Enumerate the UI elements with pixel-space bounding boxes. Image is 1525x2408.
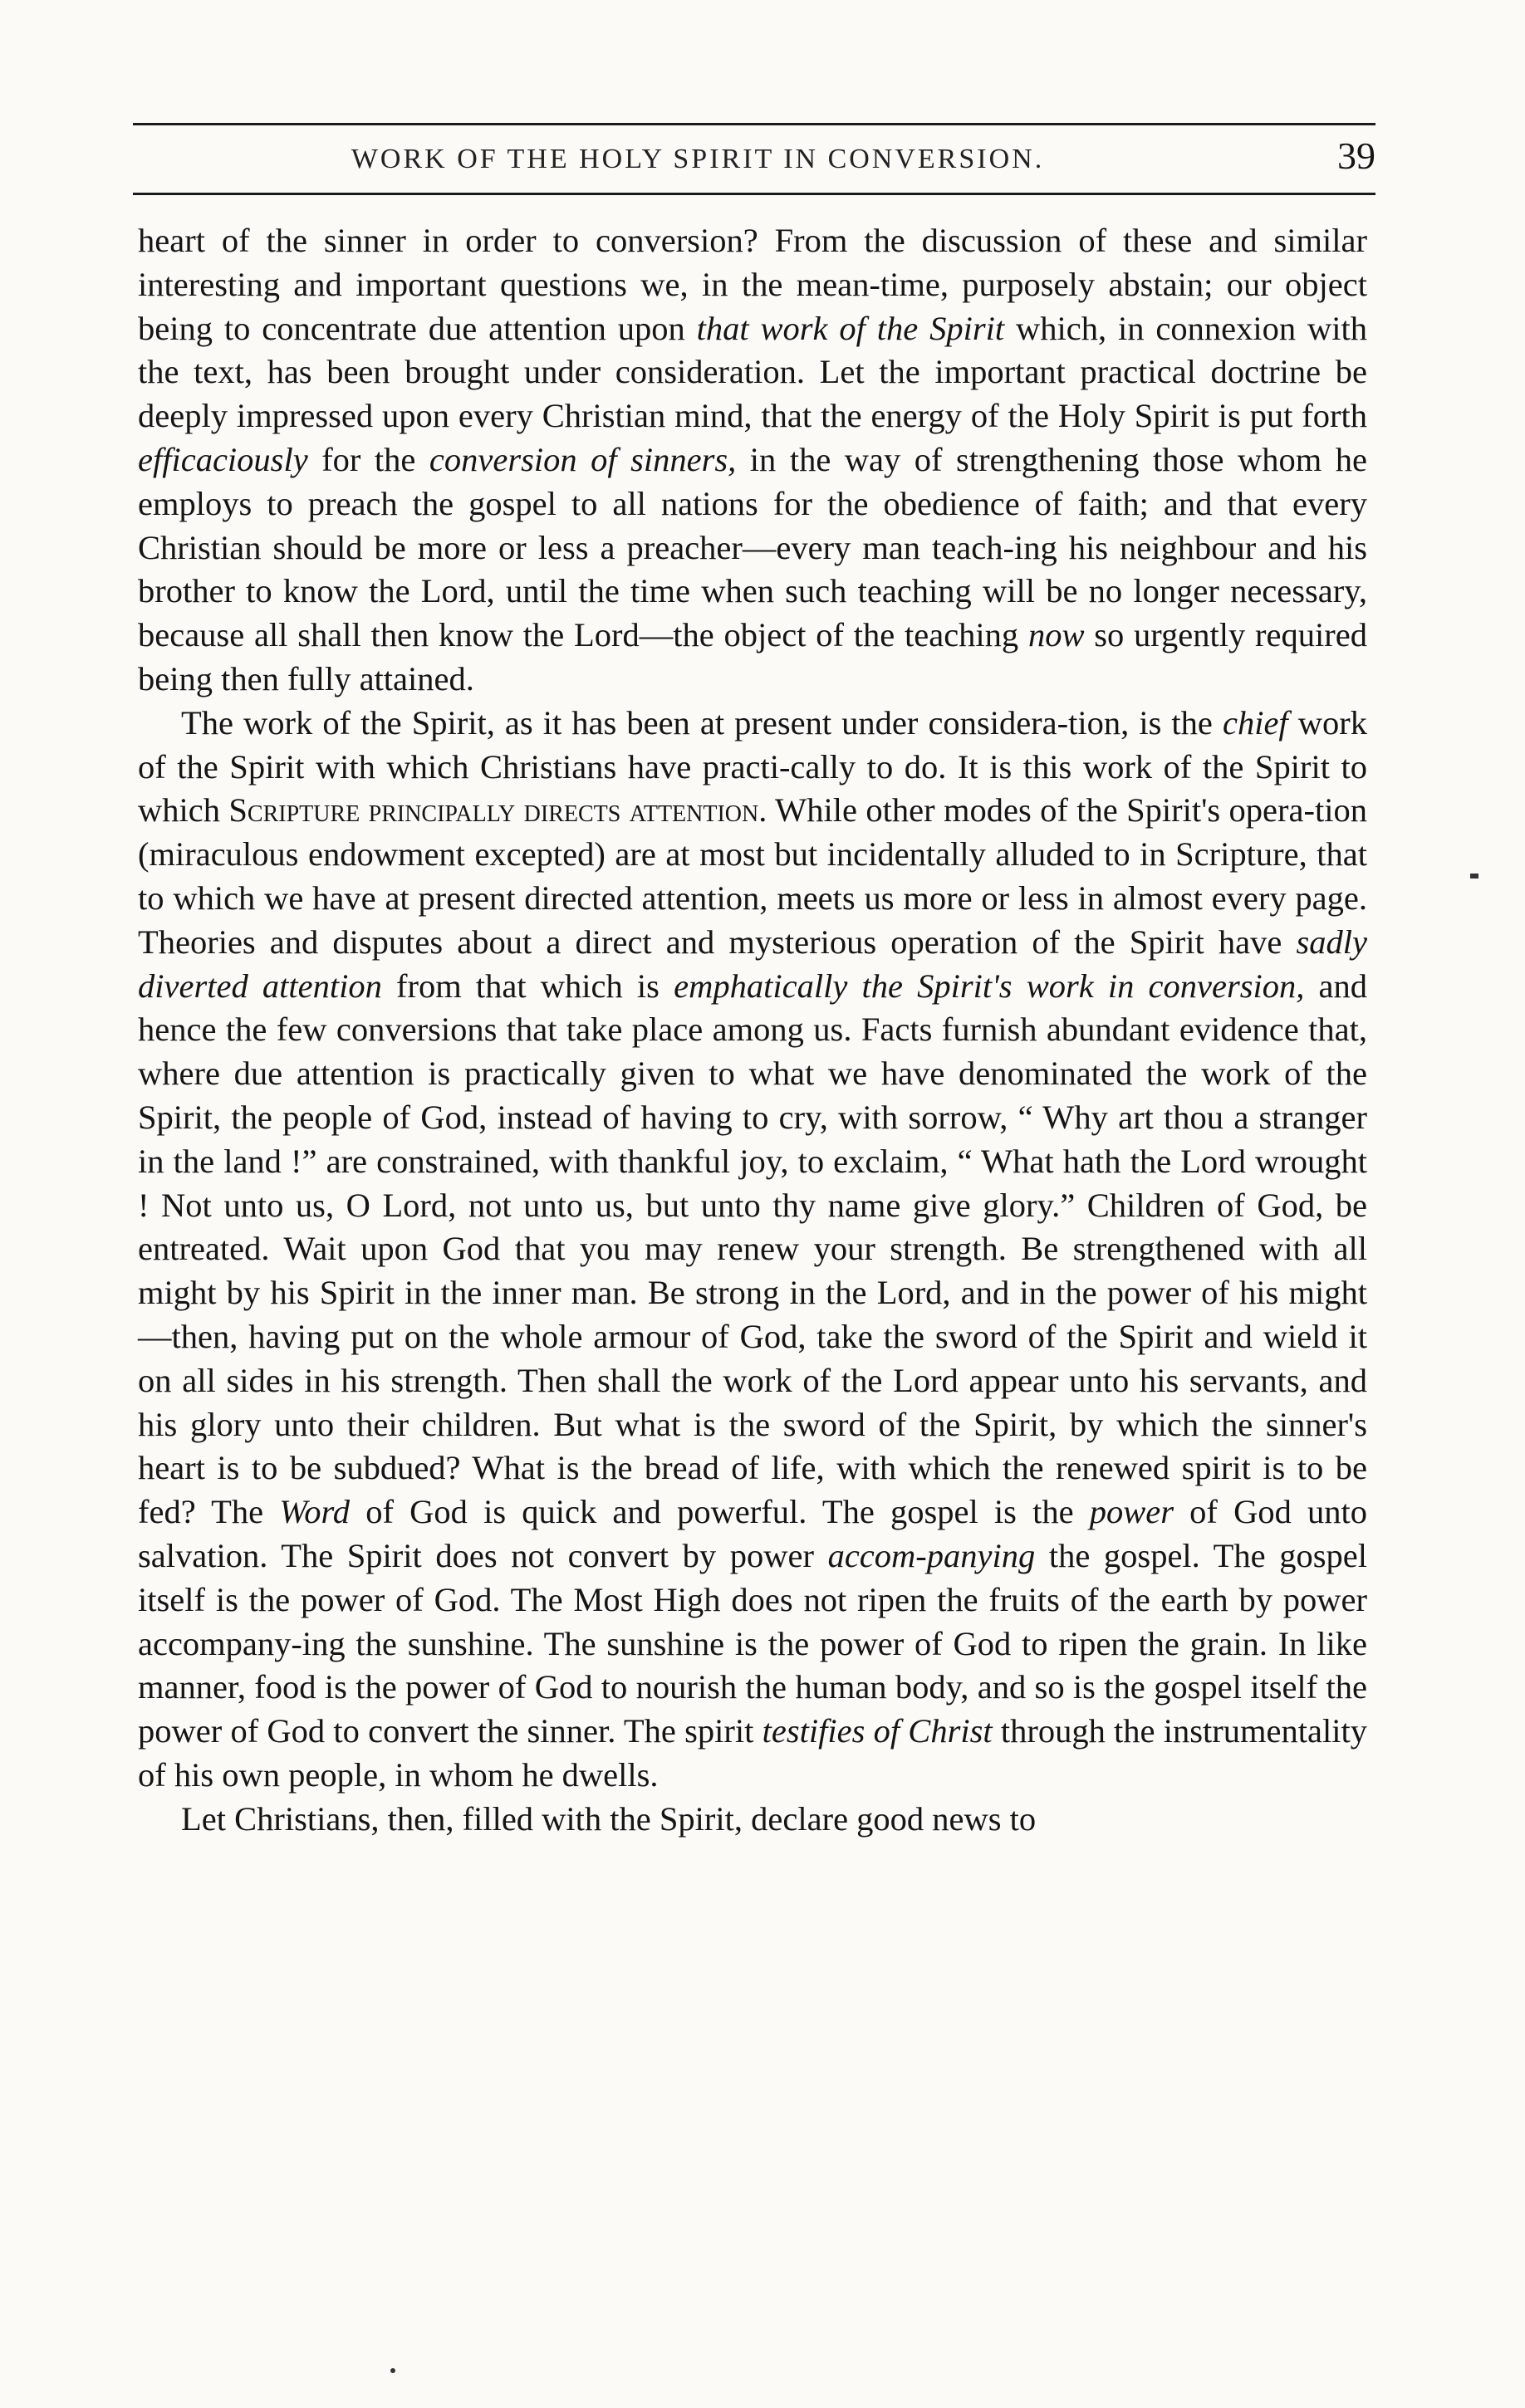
text-run: Let Christians, then, filled with the Spirit, declare good news to bbox=[181, 1799, 1037, 1838]
text-run: which, in connexion with the text, has been brought under consideration. Let the important practical doctrine be deeply impressed upon every Christian mind, that the energy of the Holy Spirit is put forth bbox=[138, 309, 1367, 435]
paragraph-3 bbox=[138, 1798, 1367, 1842]
page-number: 39 bbox=[1337, 135, 1375, 177]
paragraph-1 bbox=[138, 219, 1367, 702]
text-run: work of the Spirit with which Christians have practi-cally to do. It is this work of the Spirit to which bbox=[138, 703, 1367, 830]
text-run: of God unto salvation. The Spirit does not convert by power bbox=[138, 1493, 1367, 1574]
margin-mark bbox=[1470, 874, 1478, 879]
header-rule-bottom bbox=[133, 193, 1375, 195]
italic-text: emphatically the Spirit's work in conversion, bbox=[674, 967, 1305, 1005]
italic-text: testifies of Christ bbox=[762, 1712, 993, 1750]
paragraph-2 bbox=[138, 702, 1367, 1798]
text-run: the gospel. The gospel itself is the power of God. The Most High does not ripen the fruits of the earth by power accompany-ing the sunshine. The sunshine is the power of God to ripen the grain. In like manner, food is the power of God to nourish the human body, and so is the gospel itself the power of God to convert the sinner. The spirit bbox=[138, 1536, 1367, 1750]
italic-text: chief bbox=[1222, 703, 1288, 741]
text-run: and hence the few conversions that take place among us. Facts furnish abundant evidence that, where due attention is practically given to what we have denominated the work of the Spirit, the people of God, instead of having to cry, with sorrow, “ Why art thou a stranger in the land !” are constrained, with thankful joy, to exclaim, “ What hath the Lord wrought ! Not unto us, O Lord, not unto us, but unto thy name give glory.” Children of God, be entreated. Wait upon God that you may renew your strength. Be strengthened with all might by his Spirit in the inner man. Be strong in the Lord, and in the power of his might—then, having put on the whole armour of God, take the sword of the Spirit and wield it on all sides in his strength. Then shall the work of the Lord appear unto his servants, and his glory unto their children. But what is the sword of the Spirit, by which the sinner's heart is to be subdued? What is the bread of life, with which the renewed spirit is to be fed? The bbox=[138, 967, 1367, 1531]
italic-text: sadly diverted attention bbox=[138, 923, 1367, 1005]
italic-text: that work of the Spirit bbox=[696, 309, 1005, 347]
italic-text: conversion of sinners, bbox=[429, 440, 737, 478]
footer-dot bbox=[390, 2368, 395, 2373]
text-run: heart of the sinner in order to conversion? From the discussion of these and similar interesting and important questions we, in the mean-time, purposely abstain; our object being to concentrate due attention upon bbox=[138, 222, 1367, 347]
text-run: While other modes of the Spirit's opera-tion (miraculous endowment excepted) are at most but incidentally alluded to in Scripture, that to which we have at present directed attention, meets us more or less in almost every page. Theories and disputes about a direct and mysterious operation of the Spirit have bbox=[138, 791, 1367, 961]
italic-text: accom-panying bbox=[827, 1536, 1036, 1574]
text-run: so urgently required being then fully attained. bbox=[138, 616, 1367, 697]
body-text bbox=[138, 219, 1367, 1841]
text-run: of God is quick and powerful. The gospel is the bbox=[350, 1493, 1090, 1531]
running-head: WORK OF THE HOLY SPIRIT IN CONVERSION. bbox=[351, 144, 1045, 174]
text-run: through the instrumentality of his own people, in whom he dwells. bbox=[138, 1712, 1367, 1794]
text-run: from that which is bbox=[381, 967, 674, 1005]
italic-text: efficaciously bbox=[138, 440, 308, 478]
header-rule-top bbox=[133, 123, 1375, 125]
text-run: for the bbox=[307, 440, 429, 478]
text-run: The work of the Spirit, as it has been at present under considera-tion, is the bbox=[181, 703, 1223, 741]
text-run: in the way of strengthening those whom he employs to preach the gospel to all nations for the obedience of faith; and that every Christian should be more or less a preacher—every man teach-ing his neighbour and his brother to know the Lord, until the time when such teaching will be no longer necessary, because all shall then know the Lord—the object of the teaching bbox=[138, 440, 1367, 654]
italic-text: power bbox=[1089, 1493, 1174, 1531]
small-caps-text: Scripture principally directs attention. bbox=[228, 791, 767, 830]
italic-text: Word bbox=[279, 1493, 351, 1531]
italic-text: now bbox=[1027, 616, 1085, 654]
